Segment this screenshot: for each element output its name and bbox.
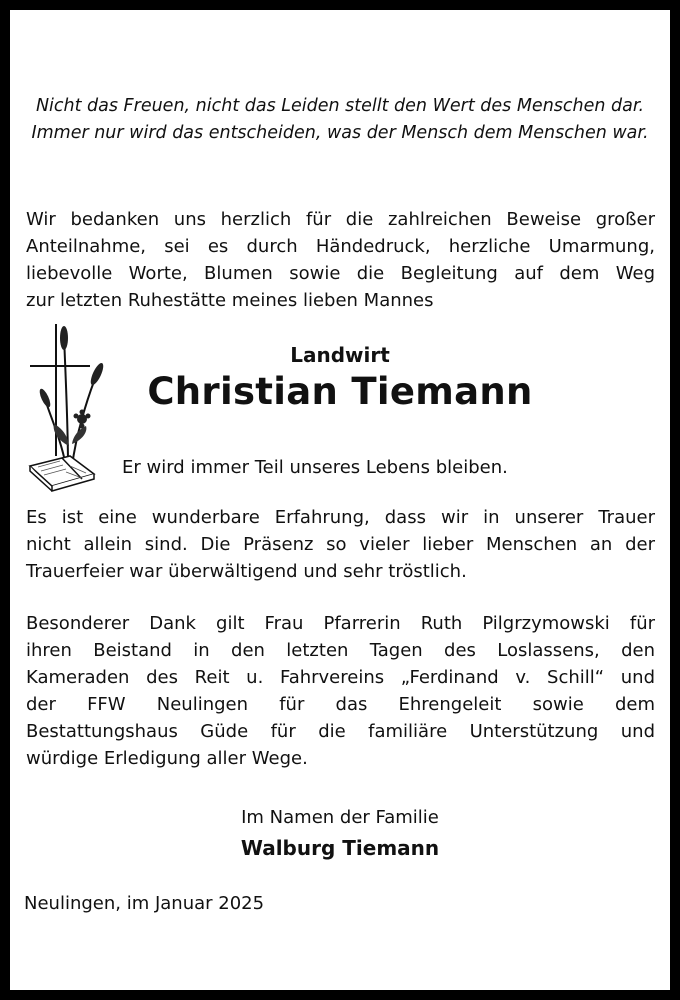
motto-line-1: Nicht das Freuen, nicht das Leiden stellt den Wert des Menschen dar.	[35, 96, 645, 116]
motto-line-2: Immer nur wird das entscheiden, was der Mensch dem Menschen war.	[31, 123, 649, 143]
paragraph-line: Anteilnahme, sei es durch Händedruck, herzliche Umarmung,	[26, 236, 655, 257]
paragraph-line: der FFW Neulingen für das Ehrengeleit sowie dem	[26, 694, 655, 715]
thanks-intro-paragraph	[26, 206, 655, 314]
deceased-name: Christian Tiemann	[147, 370, 533, 413]
experience-paragraph	[26, 504, 655, 585]
signoff-line: Im Namen der Familie	[241, 807, 439, 828]
paragraph-line: zur letzten Ruhestätte meines lieben Mannes	[26, 290, 434, 311]
paragraph-line: nicht allein sind. Die Präsenz so vieler lieber Menschen an der	[26, 534, 655, 555]
paragraph-line: Trauerfeier war überwältigend und sehr tröstlich.	[26, 561, 467, 582]
signoff-name: Walburg Tiemann	[240, 836, 440, 860]
remembrance-line: Er wird immer Teil unseres Lebens bleiben.	[122, 457, 508, 478]
motto	[24, 93, 656, 147]
paragraph-line: Bestattungshaus Güde für die familiäre Unterstützung und	[26, 721, 655, 742]
paragraph-line: ihren Beistand in den letzten Tagen des Loslassens, den	[26, 640, 655, 661]
paragraph-line: liebevolle Worte, Blumen sowie die Begleitung auf dem Weg	[26, 263, 655, 284]
paragraph-line: Besonderer Dank gilt Frau Pfarrerin Ruth Pilgrzymowski für	[26, 613, 655, 634]
special-thanks-paragraph	[26, 610, 655, 772]
paragraph-line: würdige Erledigung aller Wege.	[26, 748, 308, 769]
place-date: Neulingen, im Januar 2025	[24, 893, 265, 914]
paragraph-line: Kameraden des Reit u. Fahrvereins „Ferdinand v. Schill“ und	[26, 667, 655, 688]
paragraph-line: Wir bedanken uns herzlich für die zahlreichen Beweise großer	[26, 209, 655, 230]
paragraph-line: Es ist eine wunderbare Erfahrung, dass wir in unserer Trauer	[26, 507, 655, 528]
profession-label: Landwirt	[290, 343, 390, 367]
